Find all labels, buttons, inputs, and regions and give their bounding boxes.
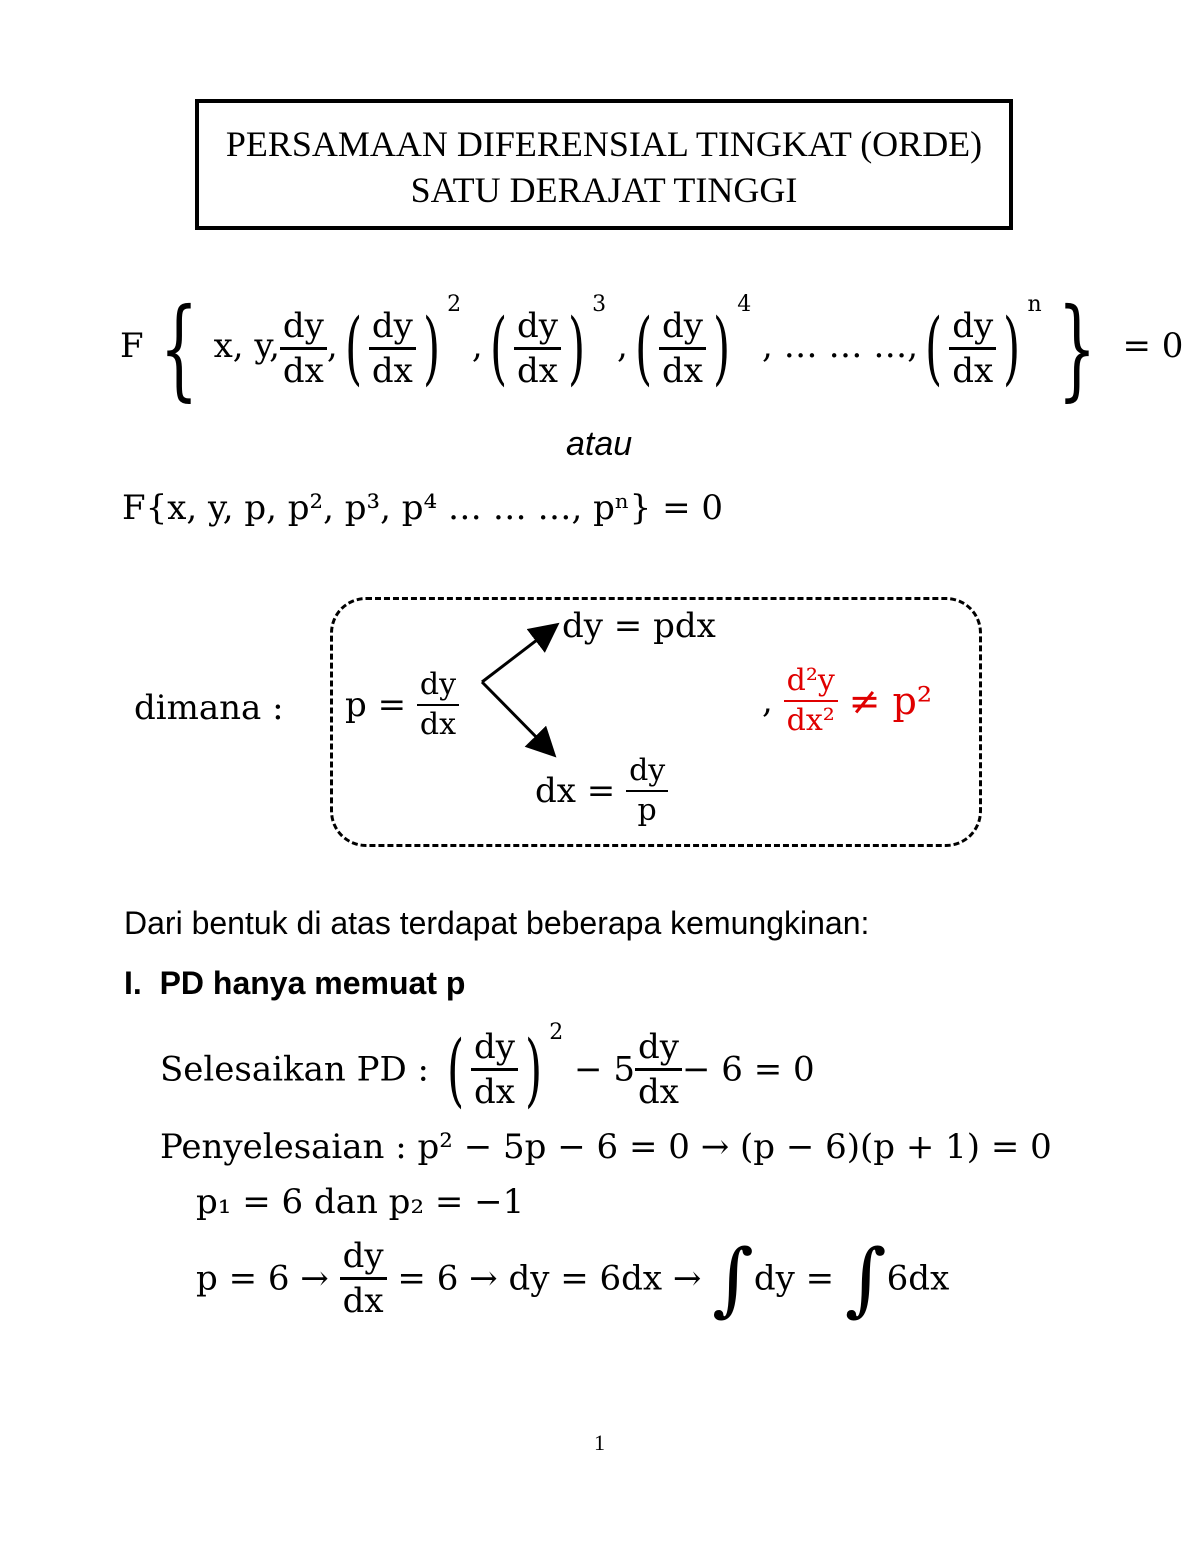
eq1-prefix: F (120, 326, 144, 366)
second-derivative-note: , $\frac{\text{d²y}}{\text{dx²}}$ ≠ p² (762, 663, 933, 738)
arrow-up (482, 630, 550, 682)
arrow-down (482, 682, 548, 749)
problem-statement: Selesaikan PD : ( $\frac{dy}{dx}$ ) $^2$ − 5 $\frac{dy}{dx}$ − 6 = 0 (160, 1020, 815, 1116)
integral-sign: ∫ (844, 1232, 887, 1325)
p-definition: p = $\frac{dy}{dx}$ (345, 666, 459, 744)
branch-arrows (470, 615, 570, 760)
roots-line: p₁ = 6 dan p₂ = −1 (196, 1182, 525, 1222)
page-number: 1 (594, 1430, 605, 1455)
upper-equation: dy = pdx (562, 606, 716, 646)
intro-text: Dari bentuk di atas terdapat beberapa kemungkinan: (124, 905, 870, 941)
equation-p-form: F{x, y, p, p², p³, p⁴ … … …, pⁿ} = 0 (122, 488, 723, 528)
section-heading: I. PD hanya memuat p (124, 965, 466, 1001)
eq1-args: x, y, (213, 326, 280, 366)
lower-equation: dx = $\frac{dy}{p}$ (535, 752, 668, 830)
eq1-rhs: = 0 (1122, 326, 1184, 366)
solution-line: Penyelesaian : p² − 5p − 6 = 0 → (p − 6)(p + 1) = 0 (160, 1127, 1052, 1167)
title-box (195, 99, 1013, 230)
integral-sign: ∫ (712, 1232, 754, 1325)
equation-general-form: F { x, y, $\frac{dy}{dx}$ ,( $\frac{dy}{dx}$ ) $^2$ ,( $\frac{dy}{dx}$ ) $^3$ ,( $\frac{dy}{dx}$ ) $^4$ , … … …,( $\frac{dy}{dx}$ ) $^n$ } = 0 (120, 284, 1184, 412)
atau-label: atau (566, 425, 633, 463)
title-line-2: SATU DERAJAT TINGGI (410, 170, 798, 210)
dimana-label: dimana : (134, 688, 284, 728)
title-line-1: PERSAMAAN DIFERENSIAL TINGKAT (ORDE) (225, 124, 983, 164)
integration-line: p = 6 → $\frac{dy}{dx}$ = 6 → dy = 6dx → ∫dy = ∫6dx (196, 1232, 950, 1325)
fraction: $\frac{dy}{dx}$ (280, 305, 327, 392)
